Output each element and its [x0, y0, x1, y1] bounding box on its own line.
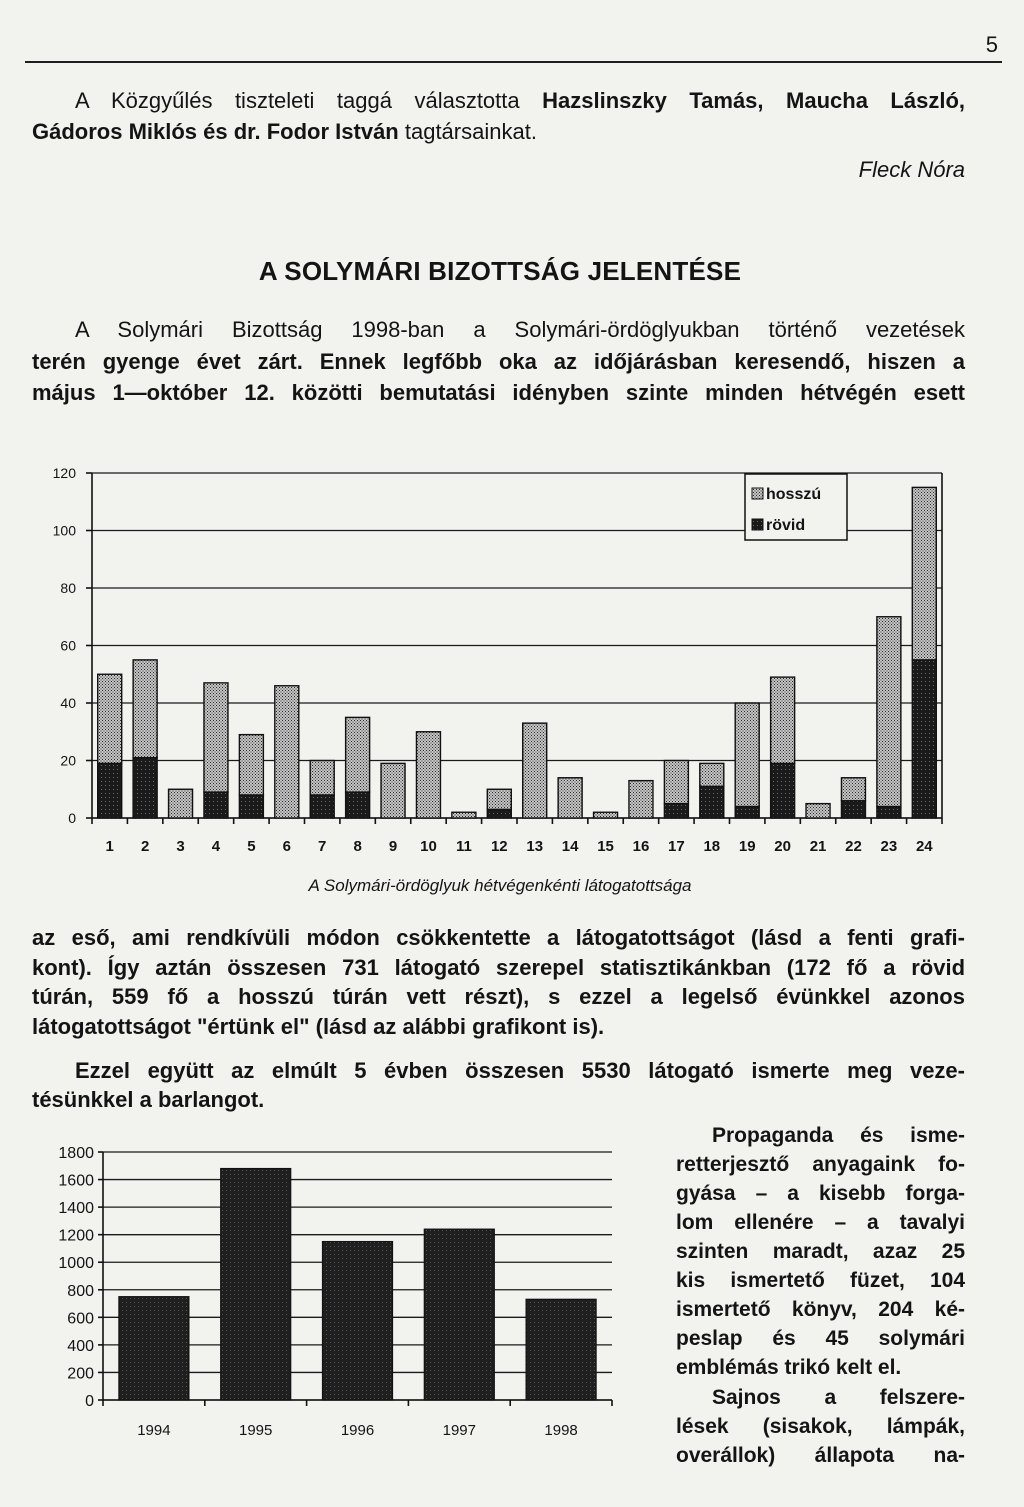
side-column-line: lom ellenére – a tavalyi [676, 1211, 965, 1234]
bar-hosszu-8 [346, 717, 370, 792]
bar-rovid-7 [310, 795, 334, 818]
bar-hosszu-22 [841, 778, 865, 801]
bar-rovid-18 [700, 786, 724, 818]
intro-text: tagtársainkat. [398, 119, 537, 144]
y-tick-label: 1200 [58, 1227, 94, 1245]
bar-hosszu-18 [700, 763, 724, 786]
bar-hosszu-6 [275, 686, 299, 818]
bar-hosszu-9 [381, 763, 405, 818]
x-tick-label: 22 [845, 838, 862, 855]
x-tick-label: 1994 [137, 1422, 171, 1439]
x-tick-label: 20 [774, 838, 791, 855]
y-tick-label: 1600 [58, 1172, 94, 1190]
bar-year-1998 [526, 1299, 596, 1400]
x-tick-label: 1995 [239, 1422, 273, 1439]
x-tick-label: 21 [809, 838, 827, 855]
bar-hosszu-15 [594, 812, 618, 818]
legend-label-rovid: rövid [766, 517, 806, 534]
bar-hosszu-5 [239, 735, 263, 795]
bar-hosszu-21 [806, 804, 830, 818]
y-tick-label: 40 [60, 695, 76, 711]
y-tick-label: 0 [85, 1393, 94, 1410]
bar-hosszu-17 [664, 761, 688, 804]
page-number: 5 [985, 32, 998, 57]
y-tick-label: 600 [67, 1310, 94, 1328]
side-column-line: overállok) állapota na- [676, 1444, 965, 1467]
report-p1-line: A Solymári Bizottság 1998-ban a Solymári-ördöglyukban történő vezetések [75, 317, 965, 342]
y-tick-label: 1000 [58, 1255, 94, 1273]
y-tick-label: 0 [68, 810, 76, 826]
y-tick-label: 20 [60, 752, 76, 769]
x-tick-label: 11 [455, 838, 472, 855]
bar-rovid-23 [877, 807, 901, 819]
bar-hosszu-4 [204, 683, 228, 792]
report-p2-line: látogatottságot "értünk el" (lásd az alábbi grafikont is). [32, 1014, 605, 1039]
side-column-line: emblémás trikó kelt el. [676, 1356, 902, 1379]
legend-swatch-rovid [752, 519, 763, 530]
y-tick-label: 100 [52, 522, 76, 539]
report-p2-line: az eső, ami rendkívüli módon csökkentette a látogatottságot (lásd a fenti grafi- [32, 925, 965, 950]
x-tick-label: 17 [668, 838, 685, 855]
bar-hosszu-16 [629, 781, 653, 818]
x-tick-label: 7 [318, 838, 327, 855]
legend-label-hosszu: hosszú [766, 486, 822, 503]
y-tick-label: 120 [52, 465, 76, 481]
x-tick-label: 18 [703, 838, 721, 855]
side-column-line: lések (sisakok, lámpák, [676, 1415, 965, 1438]
bar-rovid-24 [912, 660, 936, 818]
honoree-names: Hazslinszky Tamás, Maucha László, [542, 88, 965, 113]
bar-hosszu-11 [452, 812, 476, 818]
yearly-visitors-chart [0, 1140, 640, 1445]
bar-hosszu-13 [523, 723, 547, 818]
report-p1-line: május 1—október 12. közötti bemutatási idényben szinte minden hétvégén esett [32, 380, 965, 405]
bar-hosszu-14 [558, 778, 582, 818]
intro-line-1 [75, 86, 965, 116]
side-column-line: gyása – a kisebb forga- [676, 1182, 965, 1205]
bar-hosszu-1 [98, 674, 122, 763]
header-rule [25, 61, 1002, 63]
x-tick-label: 6 [282, 838, 291, 855]
x-tick-label: 23 [880, 838, 898, 855]
y-tick-label: 1800 [58, 1145, 94, 1162]
report-p2-line [32, 953, 965, 983]
bar-hosszu-19 [735, 703, 759, 807]
x-tick-label: 16 [632, 838, 650, 855]
x-tick-label: 9 [388, 838, 398, 855]
bar-hosszu-7 [310, 761, 334, 796]
x-tick-label: 14 [561, 838, 579, 855]
y-tick-label: 1400 [58, 1200, 94, 1218]
side-column-line: Propaganda és isme- [712, 1124, 965, 1147]
author-signature: Fleck Nóra [858, 157, 965, 182]
bar-year-1996 [323, 1242, 393, 1400]
x-tick-label: 4 [211, 838, 221, 855]
x-tick-label: 8 [353, 838, 362, 855]
bar-year-1995 [221, 1169, 291, 1400]
x-tick-label: 1 [105, 838, 114, 855]
bar-rovid-22 [841, 801, 865, 818]
x-tick-label: 10 [420, 838, 437, 855]
y-tick-label: 800 [67, 1282, 94, 1300]
bar-hosszu-12 [487, 789, 511, 809]
y-tick-label: 400 [67, 1337, 94, 1355]
report-text: látogató szerepel statisztikánkban (172 fő a rövid [378, 955, 966, 980]
bar-year-1994 [119, 1297, 189, 1400]
bar-hosszu-23 [877, 617, 901, 807]
intro-text: A Közgyűlés tiszteleti taggá választotta [75, 88, 543, 113]
x-tick-label: 2 [140, 838, 150, 855]
x-tick-label: 3 [176, 838, 185, 855]
bar-rovid-1 [98, 763, 122, 818]
report-text: kont). Így aztán összesen [32, 955, 343, 980]
x-tick-label: 13 [526, 838, 544, 855]
x-tick-label: 19 [738, 838, 756, 855]
y-tick-label: 200 [67, 1365, 94, 1383]
bar-rovid-4 [204, 792, 228, 818]
side-column-line: kis ismertető füzet, 104 [676, 1269, 965, 1292]
x-tick-label: 12 [490, 838, 508, 855]
bar-year-1997 [424, 1229, 494, 1400]
side-column-line: Sajnos a felszere- [712, 1386, 965, 1409]
side-column-line: retterjesztő anyagaink fo- [676, 1153, 965, 1176]
weekend-visitors-chart [0, 455, 1000, 867]
side-column-line: peslap és 45 solymári [676, 1327, 965, 1350]
bar-rovid-19 [735, 807, 759, 819]
x-tick-label: 1998 [544, 1422, 578, 1439]
y-tick-label: 80 [60, 580, 76, 596]
bar-rovid-17 [664, 804, 688, 818]
x-tick-label: 24 [915, 838, 933, 855]
bar-hosszu-3 [169, 789, 193, 818]
side-column-line: szinten maradt, azaz 25 [676, 1240, 965, 1263]
bar-rovid-8 [346, 792, 370, 818]
report-p1-line: terén gyenge évet zárt. Ennek legfőbb oka az időjárásban keresendő, hiszen a [32, 349, 965, 374]
bar-hosszu-2 [133, 660, 157, 758]
intro-line-2 [32, 117, 965, 147]
y-tick-label: 60 [60, 637, 76, 654]
bar-rovid-5 [239, 795, 263, 818]
bar-hosszu-20 [771, 677, 795, 763]
x-tick-label: 15 [597, 838, 614, 855]
x-tick-label: 1996 [340, 1422, 375, 1439]
bar-hosszu-10 [416, 732, 440, 818]
section-heading: A SOLYMÁRI BIZOTTSÁG JELENTÉSE [258, 256, 742, 286]
bar-rovid-12 [487, 809, 511, 818]
x-tick-label: 1997 [442, 1422, 476, 1439]
bar-hosszu-24 [912, 487, 936, 660]
report-p3-line: Ezzel együtt az elmúlt 5 évben összesen 5530 látogató ismerte meg veze- [75, 1058, 965, 1083]
legend-swatch-hosszu [752, 488, 763, 499]
x-tick-label: 5 [247, 838, 256, 855]
bar-rovid-2 [133, 758, 157, 818]
side-column-line: ismertető könyv, 204 ké- [676, 1298, 965, 1321]
bar-rovid-20 [771, 763, 795, 818]
report-p3-line: tésünkkel a barlangot. [32, 1087, 265, 1112]
report-p2-line: túrán, 559 fő a hosszú túrán vett részt), s ezzel a legelső évünkkel azonos [32, 984, 965, 1009]
honoree-names: Gádoros Miklós és dr. Fodor István [32, 119, 399, 144]
chart-caption: A Solymári-ördöglyuk hétvégenkénti látogatottsága [308, 876, 692, 895]
total-visitors: 731 [342, 955, 379, 980]
